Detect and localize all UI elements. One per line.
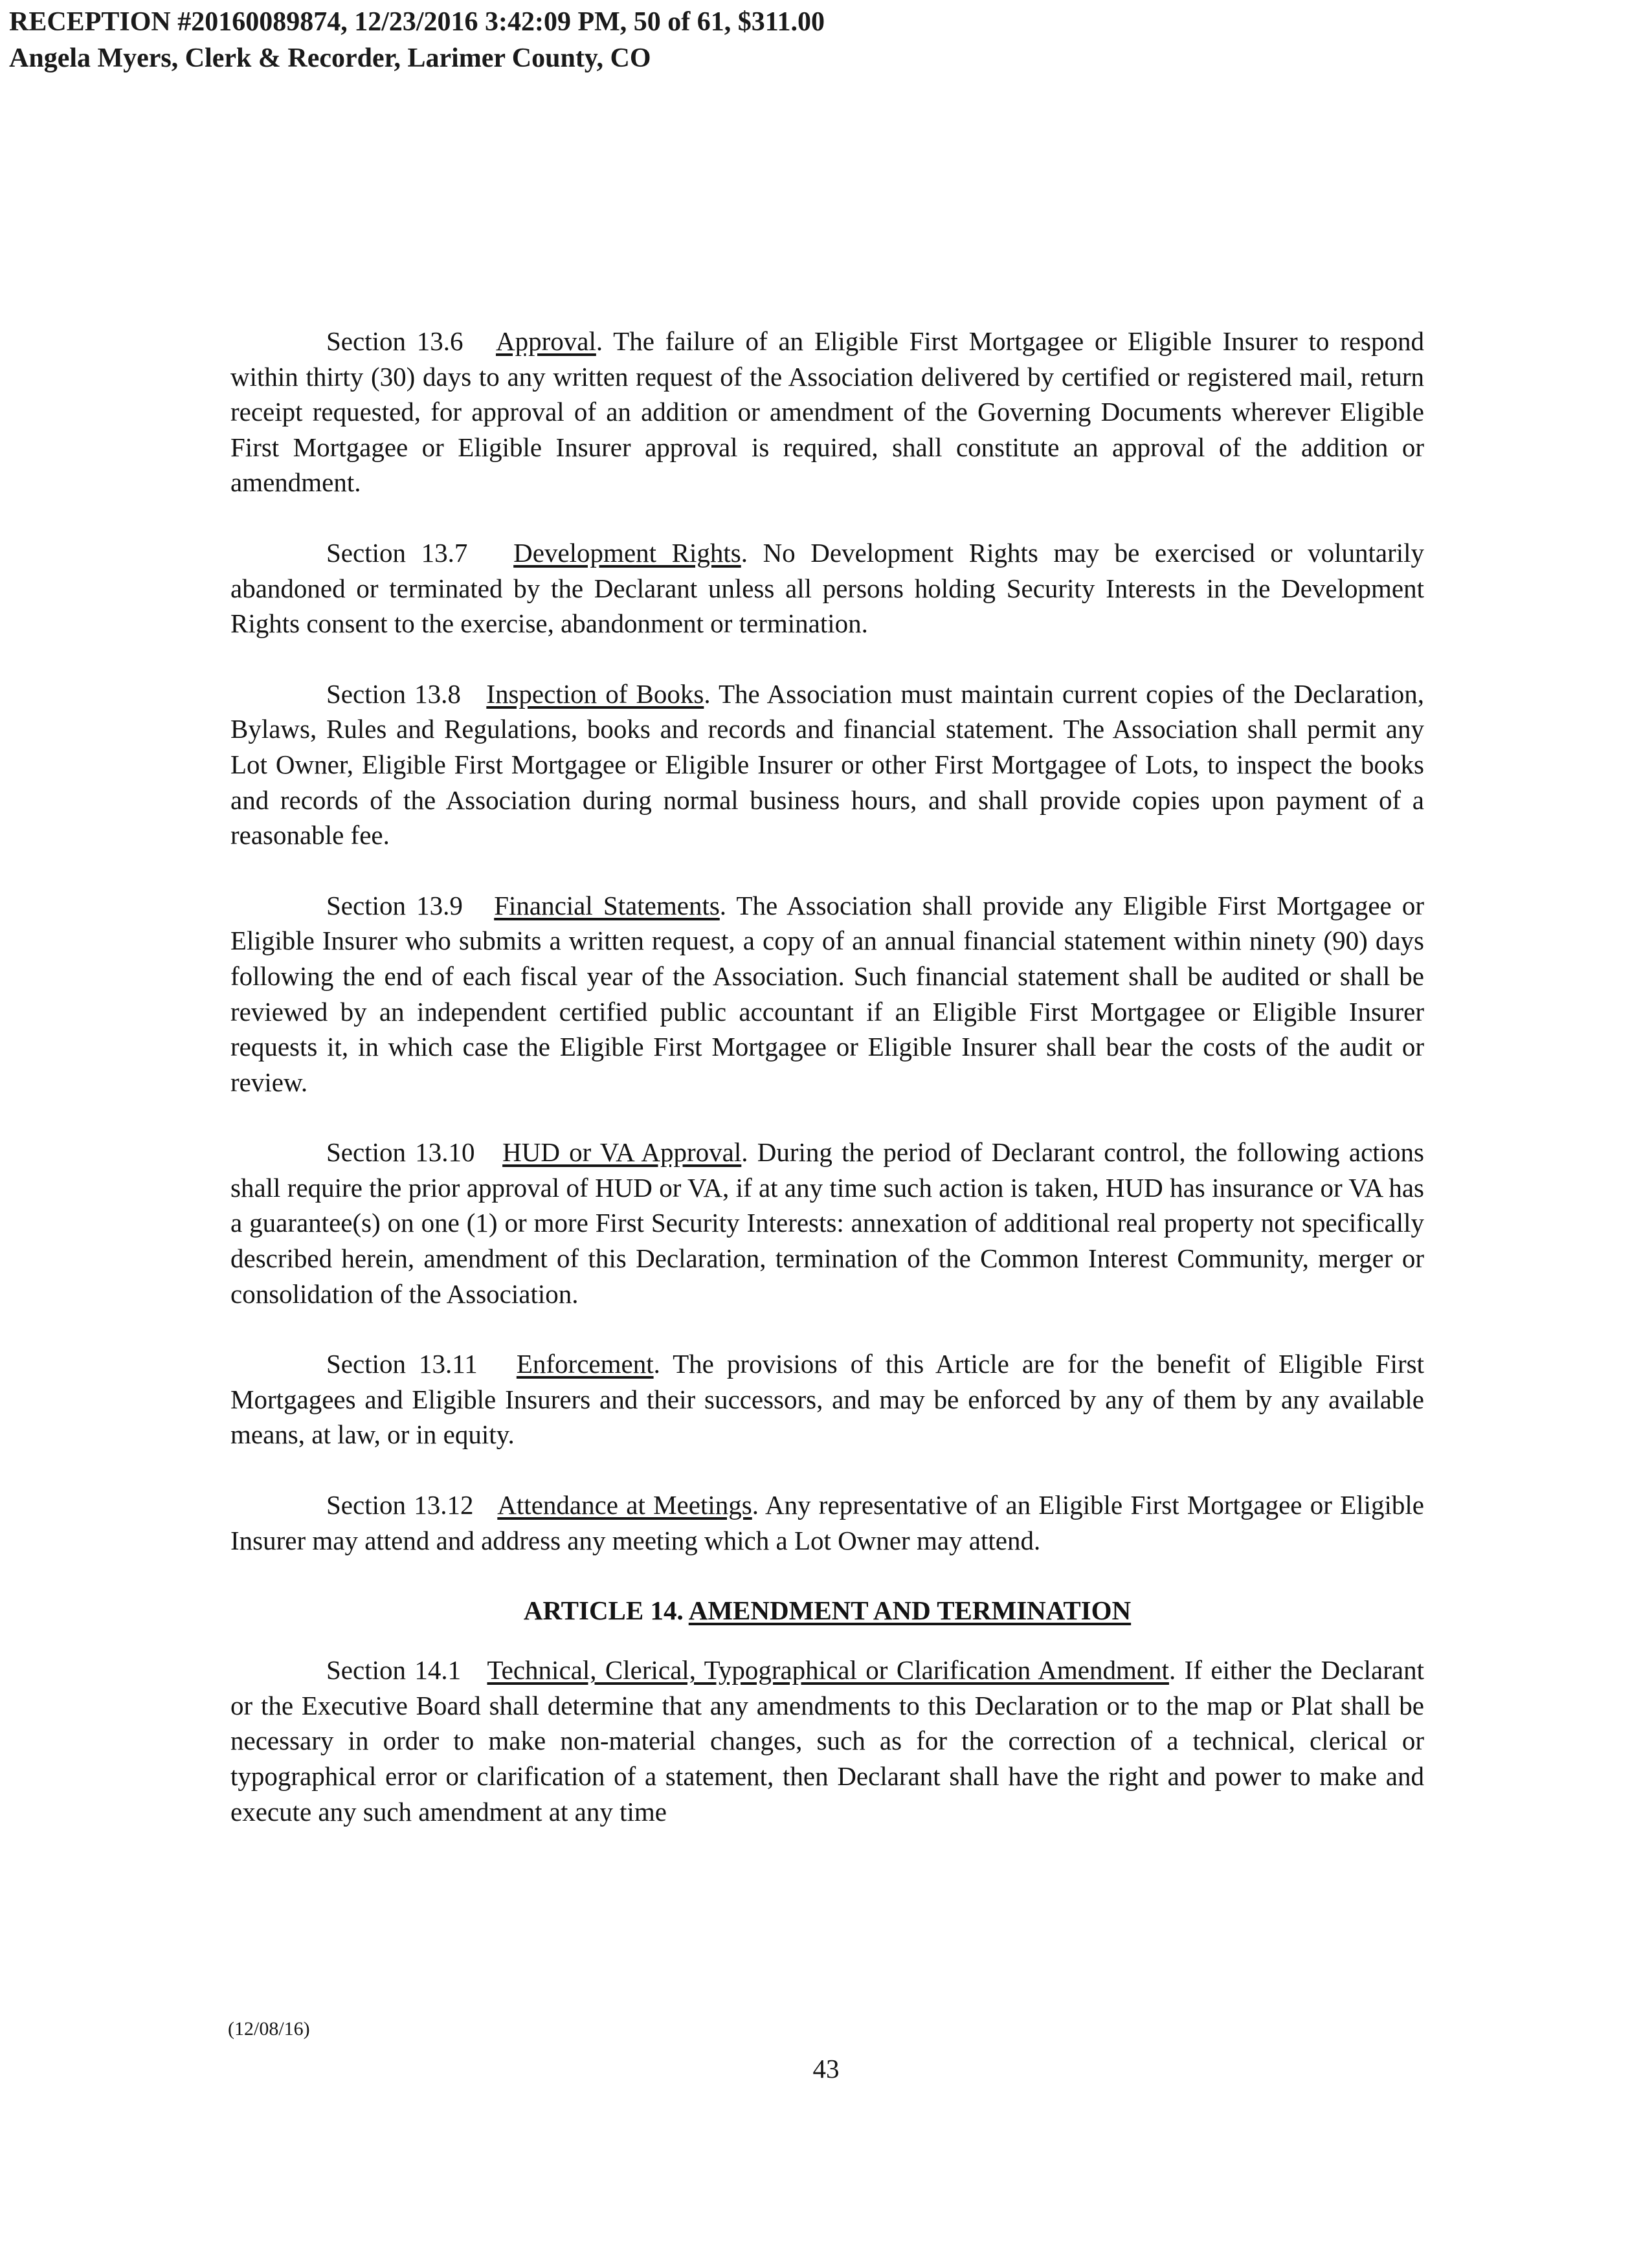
section-text: . The Association must maintain current copies of the Declaration, Bylaws, Rules and Regulations, books and records and financial statement. The Association shall permit any Lot Owner, Eligible First Mortgagee or Eligible Insurer or other First Mortgagee of Lots, to inspect the books and records of the Association during normal business hours, and shall provide copies upon payment of a reasonable fee. <box>230 678 1424 851</box>
article-title: AMENDMENT AND TERMINATION <box>688 1596 1132 1626</box>
section-13-7 <box>230 535 1424 641</box>
section-number: Section 13.7 <box>326 537 468 568</box>
section-13-8 <box>230 676 1424 853</box>
section-text: . During the period of Declarant control, the following actions shall require the prior approval of HUD or VA, if at any time such action is taken, HUD has insurance or VA has a guarantee(s) on one (1) or more First Security Interests: annexation of additional real property not specifically described herein, amendment of this Declaration, termination of the Common Interest Community, merger or consolidation of the Association. <box>230 1137 1424 1309</box>
section-title: Enforcement <box>516 1349 654 1379</box>
section-text: . The Association shall provide any Eligible First Mortgagee or Eligible Insurer who submits a written request, a copy of an annual financial statement within ninety (90) days following the end of each fiscal year of the Association. Such financial statement shall be audited or shall be reviewed by an independent certified public accountant if an Eligible First Mortgagee or Eligible Insurer requests it, in which case the Eligible First Mortgagee or Eligible Insurer shall bear the costs of the audit or review. <box>230 890 1425 1097</box>
section-title: HUD or VA Approval <box>502 1137 742 1168</box>
section-number: Section 13.11 <box>326 1349 478 1379</box>
section-number: Section 13.8 <box>326 678 461 709</box>
section-text: . The provisions of this Article are for the benefit of Eligible First Mortgagees and Eligible Insurers and their successors, and may be enforced by any of them by any available means, at law, or in equity. <box>230 1349 1424 1450</box>
article-label: ARTICLE 14. <box>523 1596 684 1626</box>
section-number: Section 13.6 <box>326 326 463 356</box>
page-number: 43 <box>812 2054 840 2084</box>
recording-stamp <box>9 4 825 76</box>
footer-date: (12/08/16) <box>228 2018 310 2040</box>
section-13-11 <box>230 1346 1424 1452</box>
section-text: . If either the Declarant or the Executive Board shall determine that any amendments to this Declaration or to the map or Plat shall be necessary in order to make non-material changes, such as for the correction of a technical, clerical or typographical error or clarification of a statement, then Declarant shall have the right and power to make and execute any such amendment at any time <box>230 1655 1424 1827</box>
section-text: . No Development Rights may be exercised or voluntarily abandoned or terminated by the Declarant unless all persons holding Security Interests in the Development Rights consent to the exercise, abandonment or termination. <box>230 537 1425 639</box>
section-number: Section 13.9 <box>326 890 463 920</box>
section-title: Attendance at Meetings <box>497 1490 752 1520</box>
section-number: Section 13.10 <box>326 1137 475 1168</box>
section-13-9 <box>230 888 1424 1100</box>
section-title: Technical, Clerical, Typographical or Clarification Amendment <box>487 1655 1169 1685</box>
section-text: . The failure of an Eligible First Mortgagee or Eligible Insurer to respond within thirty (30) days to any written request of the Association delivered by certified or registered mail, return receipt requested, for approval of an addition or amendment of the Governing Documents wherever Eligible First Mortgagee or Eligible Insurer approval is required, shall constitute an approval of the addition or amendment. <box>230 326 1425 498</box>
recording-stamp-line-1: RECEPTION #20160089874, 12/23/2016 3:42:09 PM, 50 of 61, $311.00 <box>9 7 825 37</box>
section-number: Section 14.1 <box>326 1655 462 1685</box>
section-title: Inspection of Books <box>486 678 704 709</box>
article-heading <box>230 1593 1424 1628</box>
section-13-12 <box>230 1487 1424 1558</box>
recording-stamp-line-2: Angela Myers, Clerk & Recorder, Larimer County, CO <box>9 43 651 73</box>
section-13-6 <box>230 324 1424 500</box>
section-title: Development Rights <box>513 537 741 568</box>
section-title: Approval <box>495 326 596 356</box>
section-14-1 <box>230 1652 1424 1829</box>
section-title: Financial Statements <box>494 890 720 920</box>
section-13-10 <box>230 1135 1424 1311</box>
section-text: . Any representative of an Eligible First Mortgagee or Eligible Insurer may attend and address any meeting which a Lot Owner may attend. <box>230 1490 1424 1555</box>
section-number: Section 13.12 <box>326 1490 474 1520</box>
document-body <box>230 324 1424 1864</box>
